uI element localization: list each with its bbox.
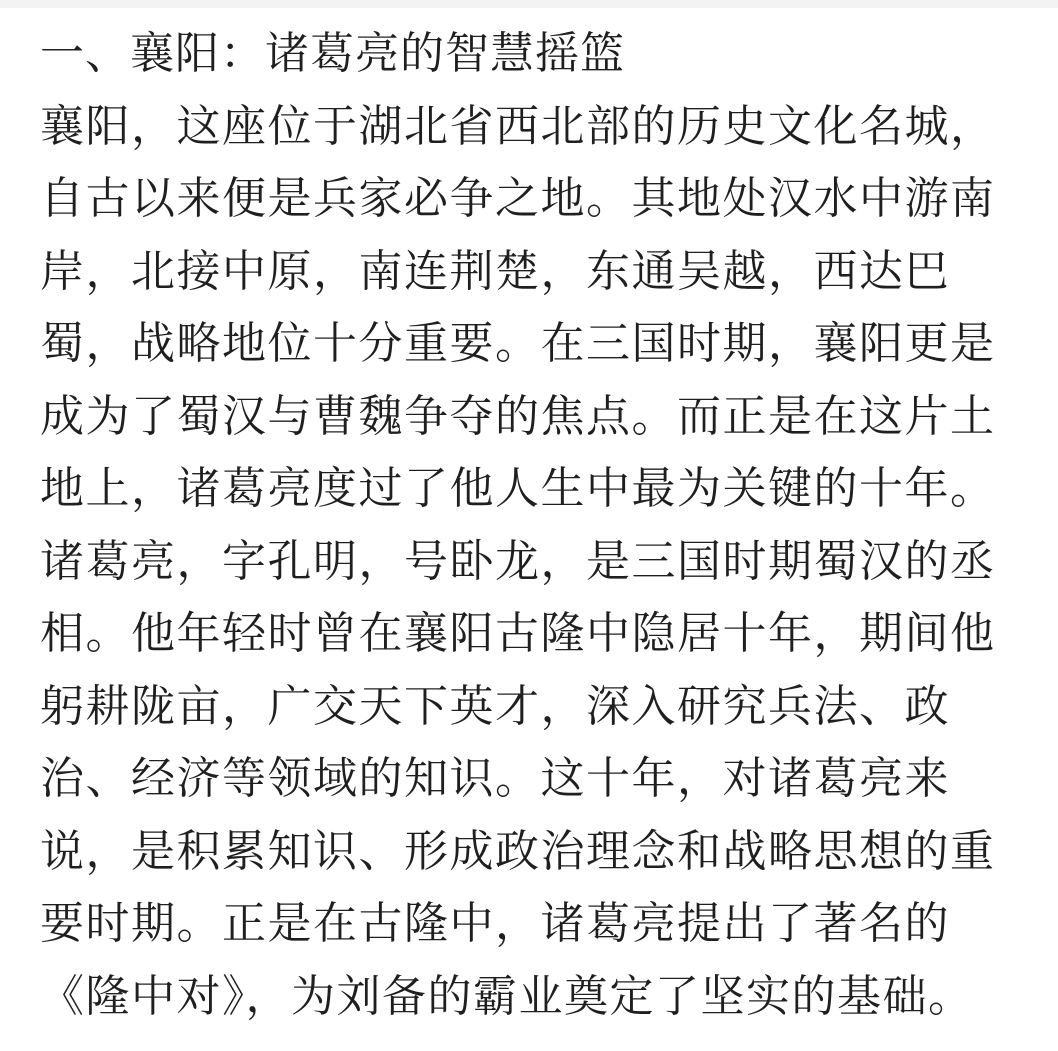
paragraph-line: 要时期。正是在古隆中，诸葛亮提出了著名的 [40,898,950,949]
top-divider [0,0,1058,8]
paragraph-line: 蜀，战略地位十分重要。在三国时期，襄阳更是 [40,318,996,369]
paragraph-line: 诸葛亮，字孔明，号卧龙，是三国时期蜀汉的丞 [40,535,996,587]
section-heading: 一、襄阳：诸葛亮的智慧摇篮 [40,28,625,79]
paragraph-line: 岸，北接中原，南连荆楚，东通吴越，西达巴 [40,245,950,297]
article-body [40,18,1050,1033]
paragraph-line: 相。他年轻时曾在襄阳古隆中隐居十年，期间他 [40,608,996,659]
paragraph-line: 治、经济等领域的知识。这十年，对诸葛亮来 [40,753,950,804]
paragraph-line: 躬耕陇亩，广交天下英才，深入研究兵法、政 [40,680,950,732]
paragraph-line: 成为了蜀汉与曹魏争夺的焦点。而正是在这片土 [40,390,996,442]
paragraph-line: 襄阳，这座位于湖北省西北部的历史文化名城， [40,100,996,152]
paragraph-line: 地上，诸葛亮度过了他人生中最为关键的十年。 [40,463,996,514]
paragraph-line: 《隆中对》，为刘备的霸业奠定了坚实的基础。 [40,970,974,1022]
paragraph-line: 自古以来便是兵家必争之地。其地处汉水中游南 [40,173,996,224]
paragraph-line: 说，是积累知识、形成政治理念和战略思想的重 [40,825,996,877]
